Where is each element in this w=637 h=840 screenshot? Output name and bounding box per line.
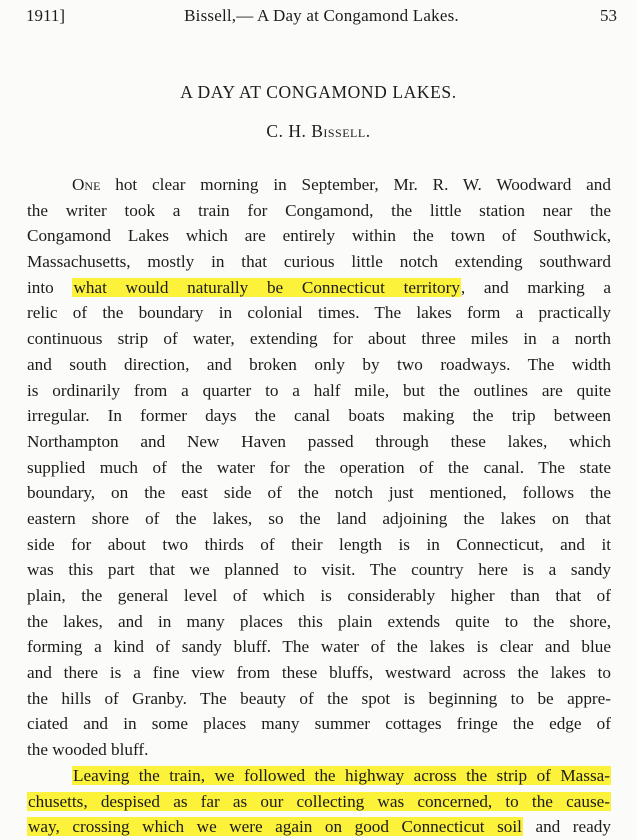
paragraph-1-line-17: plain, the general level of which is considerably higher than that of <box>27 586 611 605</box>
highlighted-text[interactable]: Leaving the train, we followed the highway across the strip of Massa- <box>73 765 610 785</box>
paragraph-1-line-3: Congamond Lakes which are entirely within the town of Southwick, <box>27 226 611 246</box>
volume-year: 1911] <box>26 6 66 25</box>
text-run: , and marking a <box>460 277 611 297</box>
paragraph-1-line-16: was this part that we planned to visit. The country here is a sandy <box>27 560 611 580</box>
author-initials: C. H. <box>266 121 307 141</box>
paragraph-1-line-5 <box>27 275 611 301</box>
paragraph-1-line-22: ciated and in some places many summer cottages fringe the edge of <box>27 714 611 734</box>
paragraph-1-line-4: Massachusetts, mostly in that curious little notch extending southward <box>27 252 611 272</box>
paragraph-1-line-9: is ordinarily from a quarter to a half mile, but the outlines are quite <box>27 380 611 400</box>
paragraph-1-line-7: continuous strip of water, extending for about three miles in a north <box>27 329 611 349</box>
paragraph-2-line-1 <box>27 763 611 789</box>
paragraph-1-line-2: the writer took a train for Congamond, the little station near the <box>27 200 611 220</box>
paragraph-1-line-6: relic of the boundary in colonial times. The lakes form a practically <box>27 303 611 323</box>
lead-word: One <box>72 175 101 194</box>
paragraph-1-line-10: irregular. In former days the canal boats making the trip between <box>27 406 611 426</box>
paragraph-1-line-1 <box>27 172 611 198</box>
paragraph-1-line-11: Northampton and New Haven passed through these lakes, which <box>27 431 611 451</box>
paragraph-1-line-18: the lakes, and in many places this plain extends quite to the shore, <box>27 611 611 631</box>
highlighted-text[interactable]: what would naturally be Connecticut territory <box>73 277 460 297</box>
paragraph-2-line-3 <box>27 814 611 840</box>
running-header <box>26 6 617 30</box>
highlighted-text[interactable]: way, crossing which we were again on good Connecticut soil <box>28 817 522 837</box>
running-title: Bissell,— A Day at Congamond Lakes. <box>184 6 459 25</box>
paragraph-1-line-13: boundary, on the east side of the notch just mentioned, follows the <box>27 483 611 503</box>
paragraph-1-line-21: the hills of Granby. The beauty of the spot is beginning to be appre- <box>27 688 611 708</box>
paragraph-1-line-12: supplied much of the water for the operation of the canal. The state <box>27 457 611 477</box>
text-run: and ready <box>522 817 611 837</box>
page-number: 53 <box>600 6 617 25</box>
text-run: into <box>27 277 73 297</box>
paragraph-1-line-23: the wooded bluff. <box>27 740 149 760</box>
article-body <box>27 172 611 840</box>
paragraph-1-line-14: eastern shore of the lakes, so the land adjoining the lakes on that <box>27 508 611 528</box>
author-surname: Bissell. <box>311 121 371 141</box>
article-title: A DAY AT CONGAMOND LAKES. <box>180 82 457 102</box>
paragraph-1-line-19: forming a kind of sandy bluff. The water of the lakes is clear and blue <box>27 637 611 657</box>
highlighted-text[interactable]: chusetts, despised as far as our collecting was concerned, to the cause- <box>28 791 610 811</box>
text-run: hot clear morning in September, Mr. R. W. Woodward and <box>100 175 611 194</box>
paragraph-1-line-15: side for about two thirds of their length is in Connecticut, and it <box>27 534 611 554</box>
paragraph-1-line-20: and there is a fine view from these bluffs, westward across the lakes to <box>27 663 611 683</box>
paragraph-1-line-8: and south direction, and broken only by two roadways. The width <box>27 354 611 374</box>
paragraph-2-line-2 <box>27 789 611 815</box>
author-byline <box>0 121 637 142</box>
